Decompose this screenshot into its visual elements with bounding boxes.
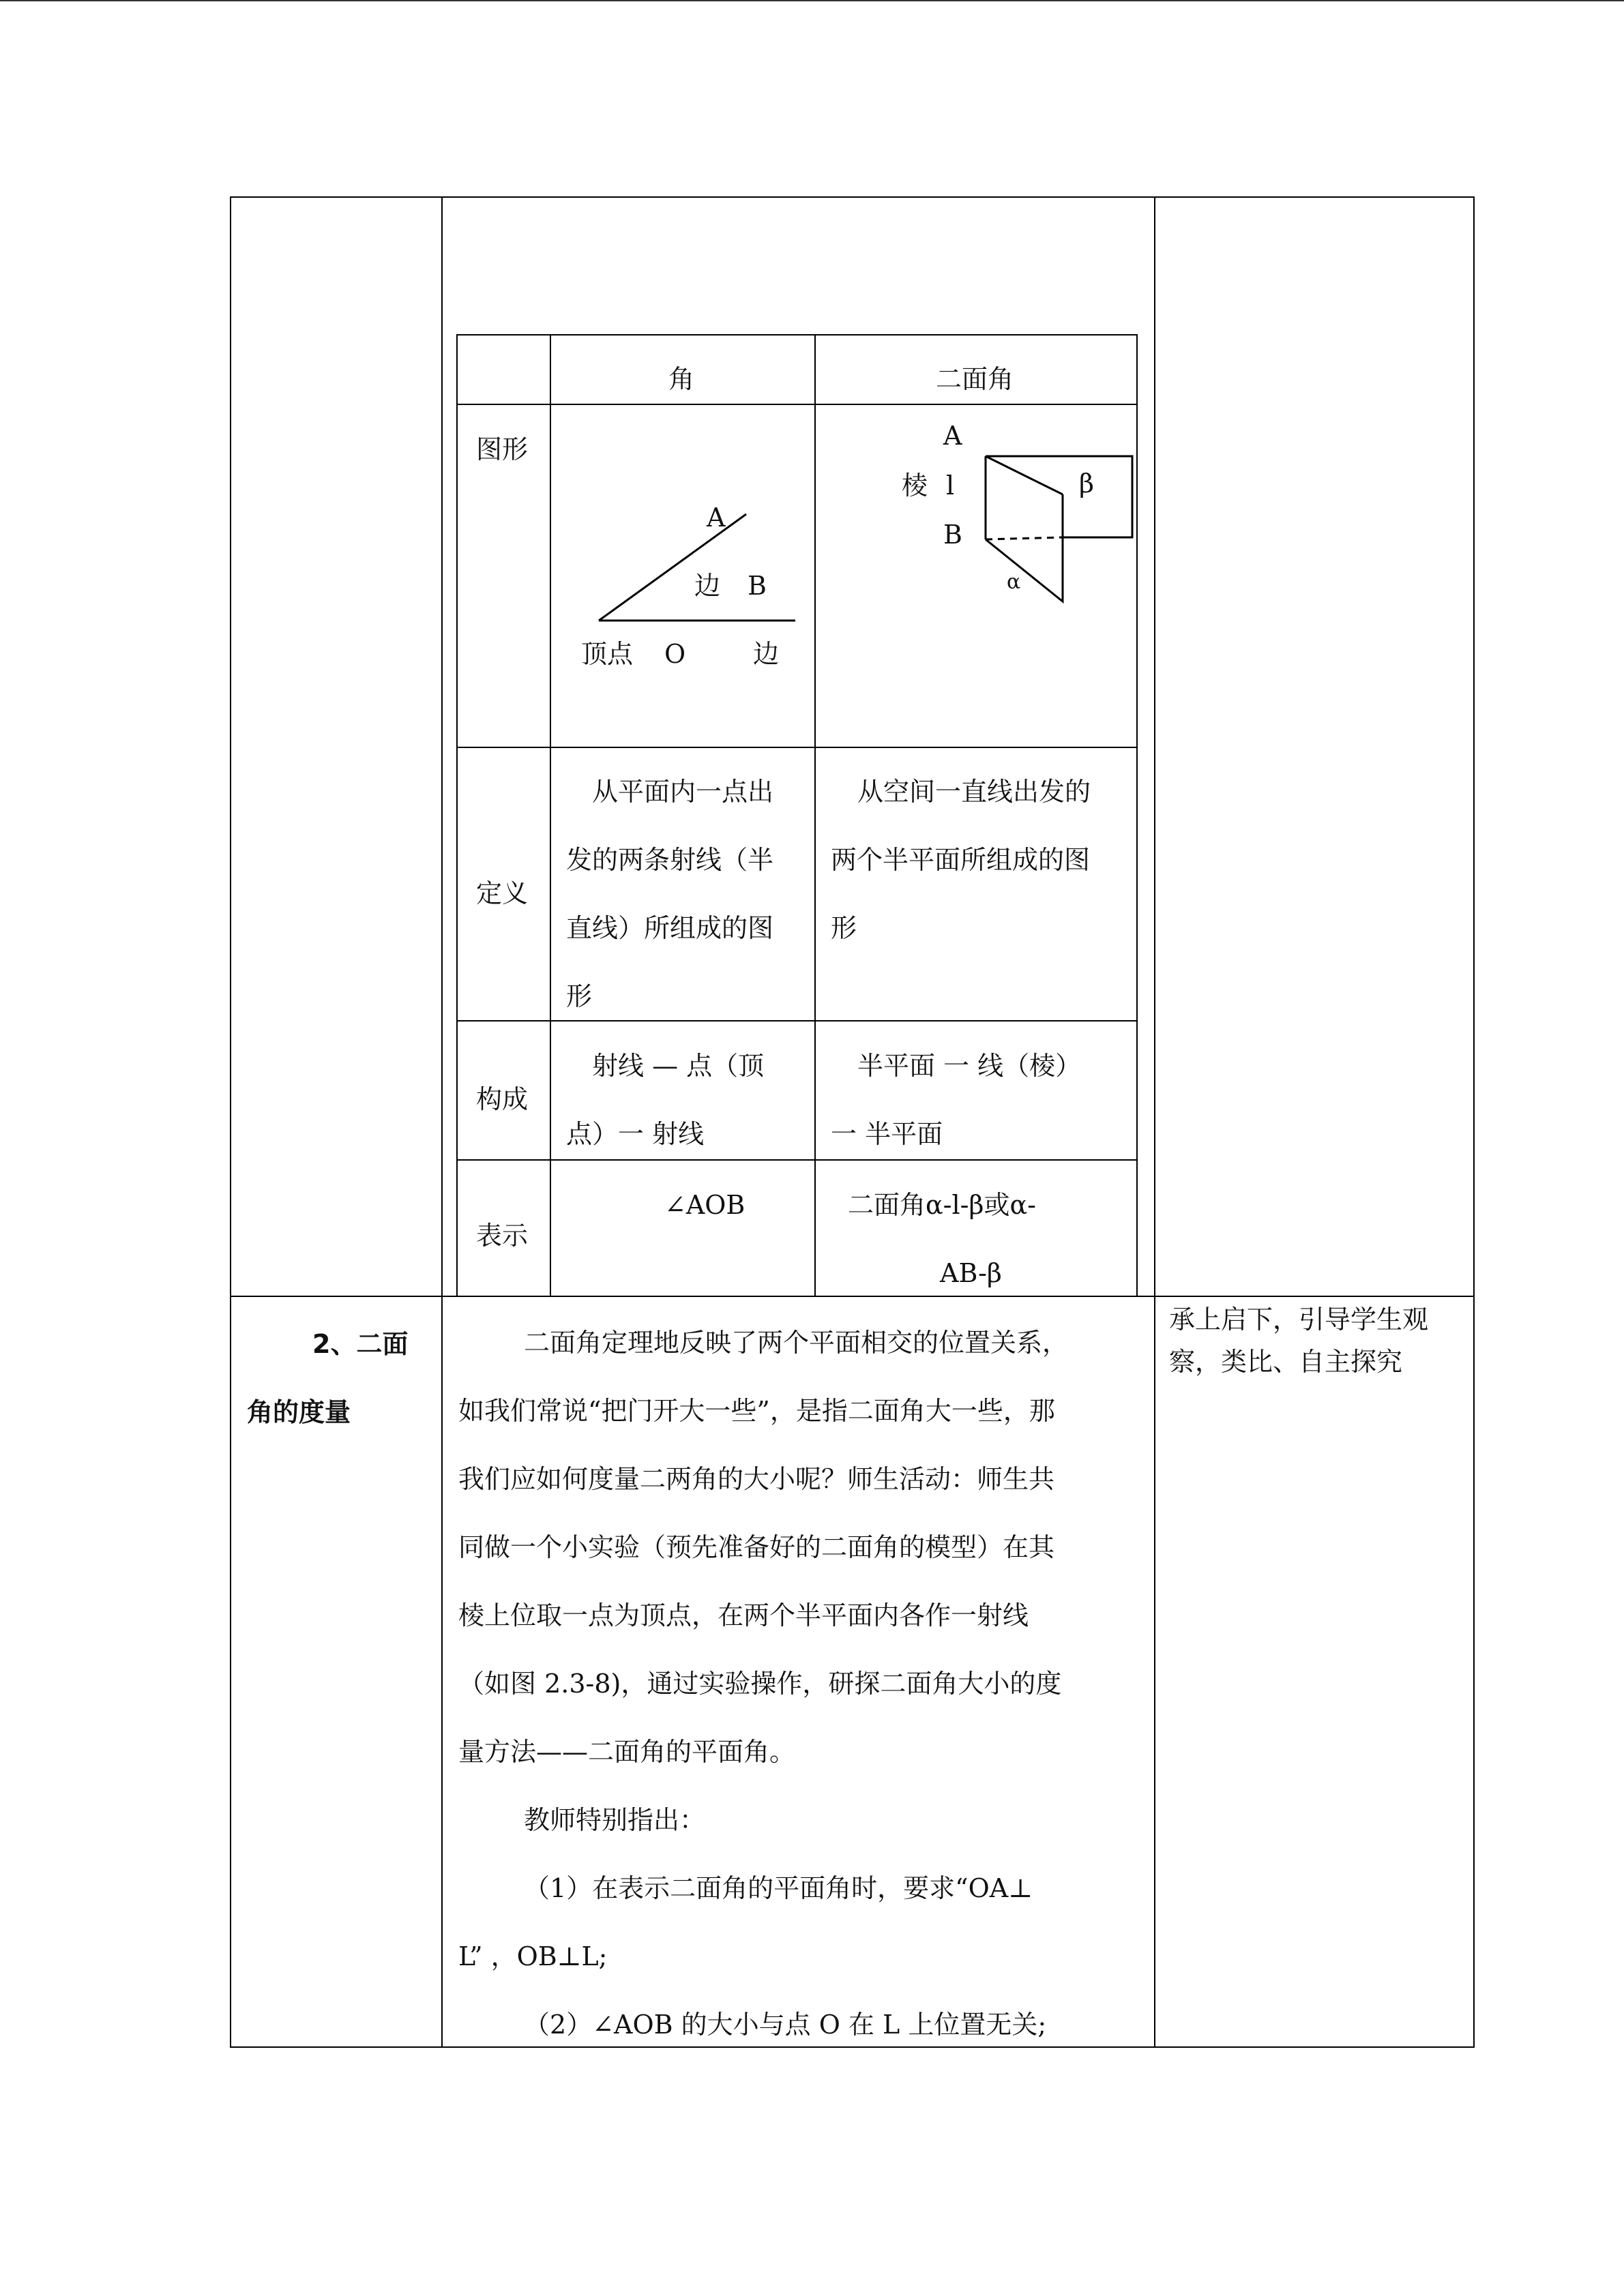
section2-body-line-4: 同做一个小实验（预先准备好的二面角的模型）在其 [458,1532,1055,1562]
dihedral-half-plane-beta [986,456,1132,537]
dihedral-label-alpha: α [1007,570,1021,594]
section2-body-line-7: 量方法——二面角的平面角。 [458,1737,796,1767]
dihedral-definition-line-3: 形 [831,913,857,943]
outer-table-bottom-border [230,2046,1475,2048]
dihedral-definition-line-1: 从空间一直线出发的 [857,777,1091,807]
outer-table-right-border [1473,196,1475,2048]
header-dihedral: 二面角 [936,364,1014,394]
inner-table-definition-divider [456,1020,1138,1022]
inner-table-figure-divider [456,747,1138,748]
inner-table-left-border [456,334,458,1297]
inner-table-col-divider-2 [814,334,816,1297]
row-label-definition: 定义 [476,878,529,908]
outer-table-col-divider-2 [1154,196,1155,2048]
inner-table-composition-divider [456,1159,1138,1161]
dihedral-composition-line-2: 一 半平面 [831,1119,943,1149]
dihedral-notation-line-2: AB-β [940,1258,1002,1288]
page-top-border [0,0,1624,1]
section2-body-line-10: L” ，OB⊥L; [458,1941,608,1971]
outer-table-left-border [230,196,231,2048]
row-label-composition: 构成 [476,1084,529,1114]
section2-body-line-6: （如图 2.3-8)，通过实验操作，研探二面角大小的度 [458,1669,1062,1699]
section2-note-line-1: 承上启下，引导学生观 [1169,1304,1429,1335]
dihedral-notation-line-1: 二面角α-l-β或α- [848,1190,1036,1220]
angle-label-side-upper: 边 [694,571,721,601]
section2-body-line-3: 我们应如何度量二两角的大小呢？师生活动：师生共 [458,1464,1055,1494]
dihedral-label-edge: 棱 [902,471,928,501]
section2-title-line-1: 2、二面 [312,1329,409,1359]
angle-definition-line-4: 形 [566,981,593,1011]
dihedral-definition-line-2: 两个半平面所组成的图 [831,845,1091,875]
angle-label-vertex: 顶点 [581,639,634,669]
section2-body-line-9: （1）在表示二面角的平面角时，要求“OA⊥ [524,1873,1033,1903]
angle-definition-line-2: 发的两条射线（半 [566,845,774,875]
angle-label-b: B [748,571,767,601]
inner-table-col-divider-1 [550,334,551,1297]
dihedral-composition-line-1: 半平面 一 线（棱） [857,1051,1082,1081]
outer-table-top-border [230,196,1475,198]
dihedral-label-b: B [943,520,962,550]
section2-title-line-2: 角的度量 [247,1397,351,1427]
section2-body-line-11: （2）∠AOB 的大小与点 O 在 L 上位置无关; [524,2010,1047,2040]
angle-label-o: O [664,639,686,669]
dihedral-label-l: l [946,471,955,501]
dihedral-hidden-line [986,537,1063,539]
section2-body-line-2: 如我们常说“把门开大一些”，是指二面角大一些，那 [458,1396,1055,1426]
section2-note-line-2: 察，类比、自主探究 [1169,1347,1403,1377]
inner-table-header-divider [456,404,1138,405]
angle-definition-line-3: 直线）所组成的图 [566,913,774,943]
dihedral-label-beta: β [1079,468,1094,498]
header-angle: 角 [668,364,695,394]
angle-definition-line-1: 从平面内一点出 [592,777,774,807]
section2-body-line-5: 棱上位取一点为顶点，在两个半平面内各作一射线 [458,1600,1029,1630]
angle-label-a: A [707,503,726,533]
outer-table-col-divider-1 [441,196,443,2048]
row-label-figure: 图形 [476,434,529,464]
angle-composition-line-1: 射线 — 点（顶 [592,1051,765,1081]
dihedral-half-plane-beta-slant [986,456,1063,494]
dihedral-half-plane-alpha [986,494,1063,601]
angle-composition-line-2: 点）一 射线 [566,1119,705,1149]
angle-label-side-lower: 边 [753,639,780,669]
section2-body-line-1: 二面角定理地反映了两个平面相交的位置关系， [524,1328,1069,1358]
dihedral-label-a: A [943,421,962,451]
angle-notation: ∠AOB [664,1190,745,1220]
inner-table-bottom-border [456,1296,1138,1297]
dihedral-diagram [982,450,1139,614]
row-label-notation: 表示 [476,1221,529,1251]
inner-table-top-border [456,334,1138,336]
section2-body-line-8: 教师特别指出： [524,1805,706,1835]
